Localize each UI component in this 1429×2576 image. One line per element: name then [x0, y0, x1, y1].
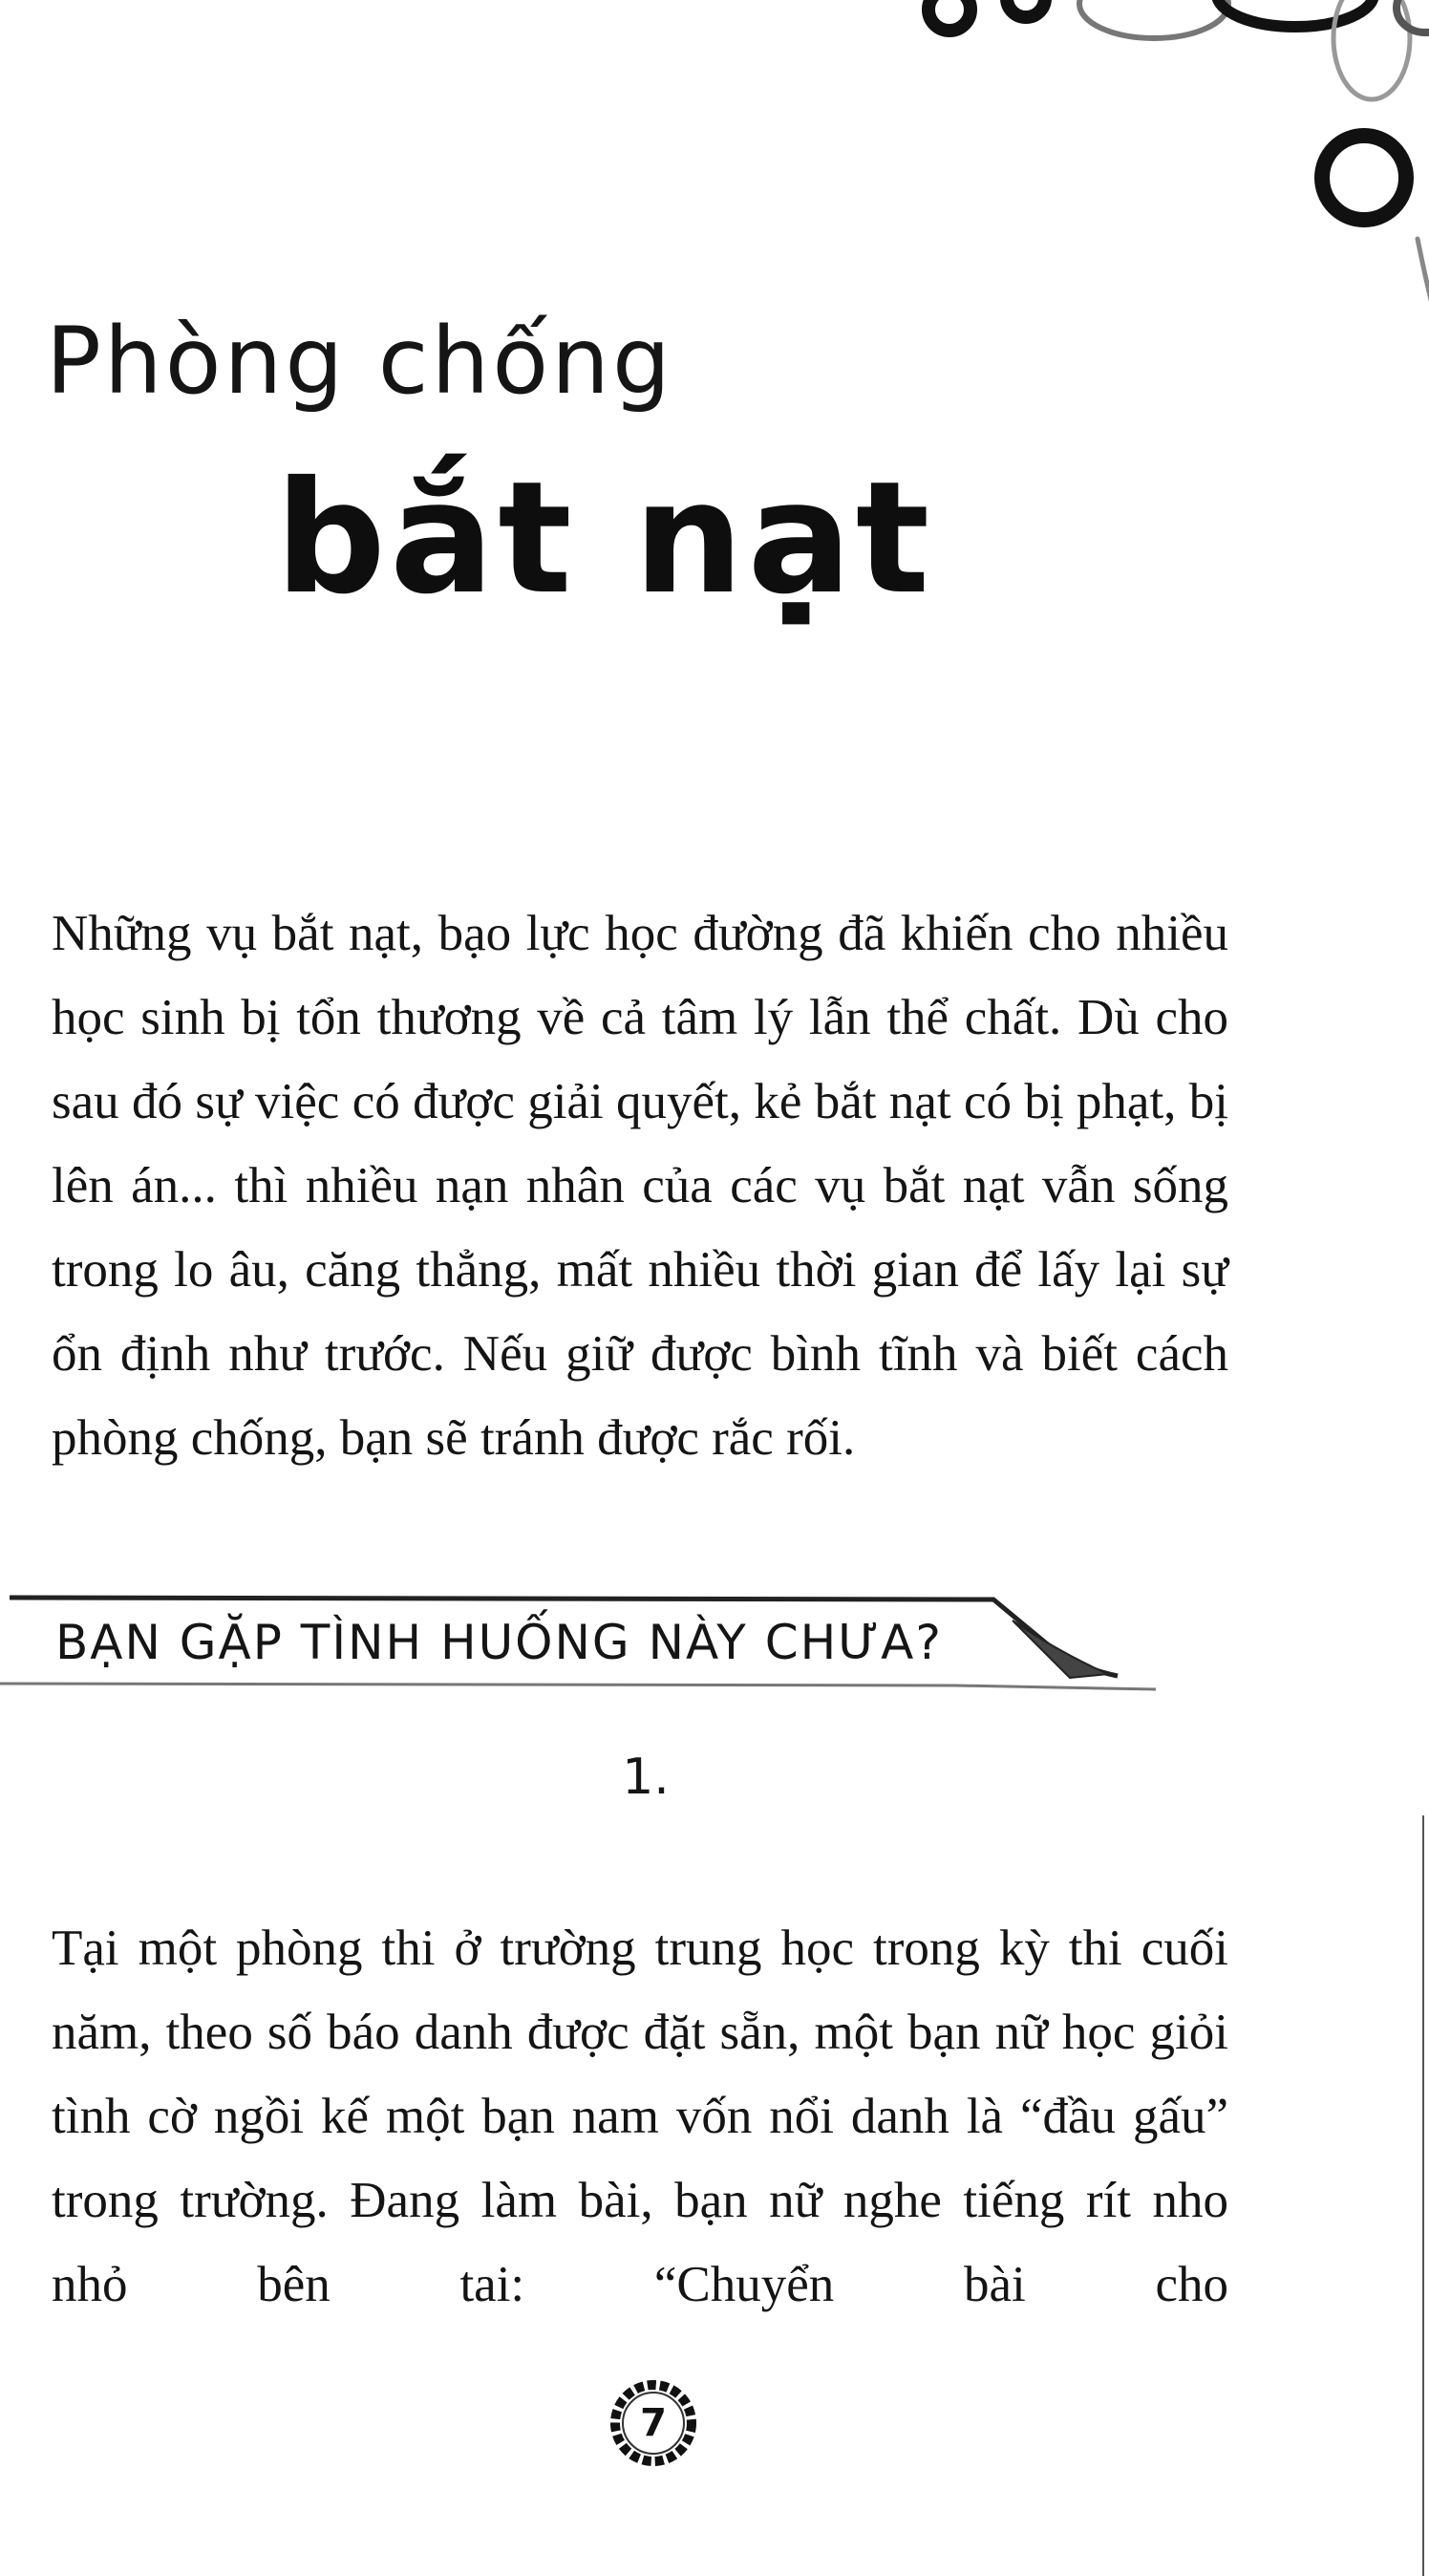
chapter-title-line2: bắt nạt [275, 449, 934, 629]
section-banner [0, 1586, 1175, 1701]
corner-circles-decoration [894, 0, 1429, 363]
page-number: 7 [640, 2401, 667, 2445]
page-number-badge [604, 2373, 703, 2473]
chapter-title-line1: Phòng chống [46, 308, 673, 415]
page-edge-shadow [1391, 0, 1429, 2576]
case-paragraph: Tại một phòng thi ở trường trung học trong kỳ thi cuối năm, theo số báo danh được đặt sẵn, một bạn nữ học giỏi tình cờ ngồi kế một bạn nam vốn nổi danh là “đầu gấu” trong trường. Đang làm bài, bạn nữ nghe tiếng rít nho nhỏ bên tai: “Chuyển bài cho [52, 1921, 1228, 2312]
intro-paragraph: Những vụ bắt nạt, bạo lực học đường đã khiến cho nhiều học sinh bị tổn thương về cả tâm lý lẫn thể chất. Dù cho sau đó sự việc có được giải quyết, kẻ bắt nạt có bị phạt, bị lên án... thì nhiều nạn nhân của các vụ bắt nạt vẫn sống trong lo âu, căng thẳng, mất nhiều thời gian để lấy lại sự ổn định như trước. Nếu giữ được bình tĩnh và biết cách phòng chống, bạn sẽ tránh được rắc rối. [52, 906, 1228, 1466]
section-title: BẠN GẶP TÌNH HUỐNG NÀY CHƯA? [55, 1615, 943, 1670]
case-number: 1. [622, 1749, 670, 1806]
